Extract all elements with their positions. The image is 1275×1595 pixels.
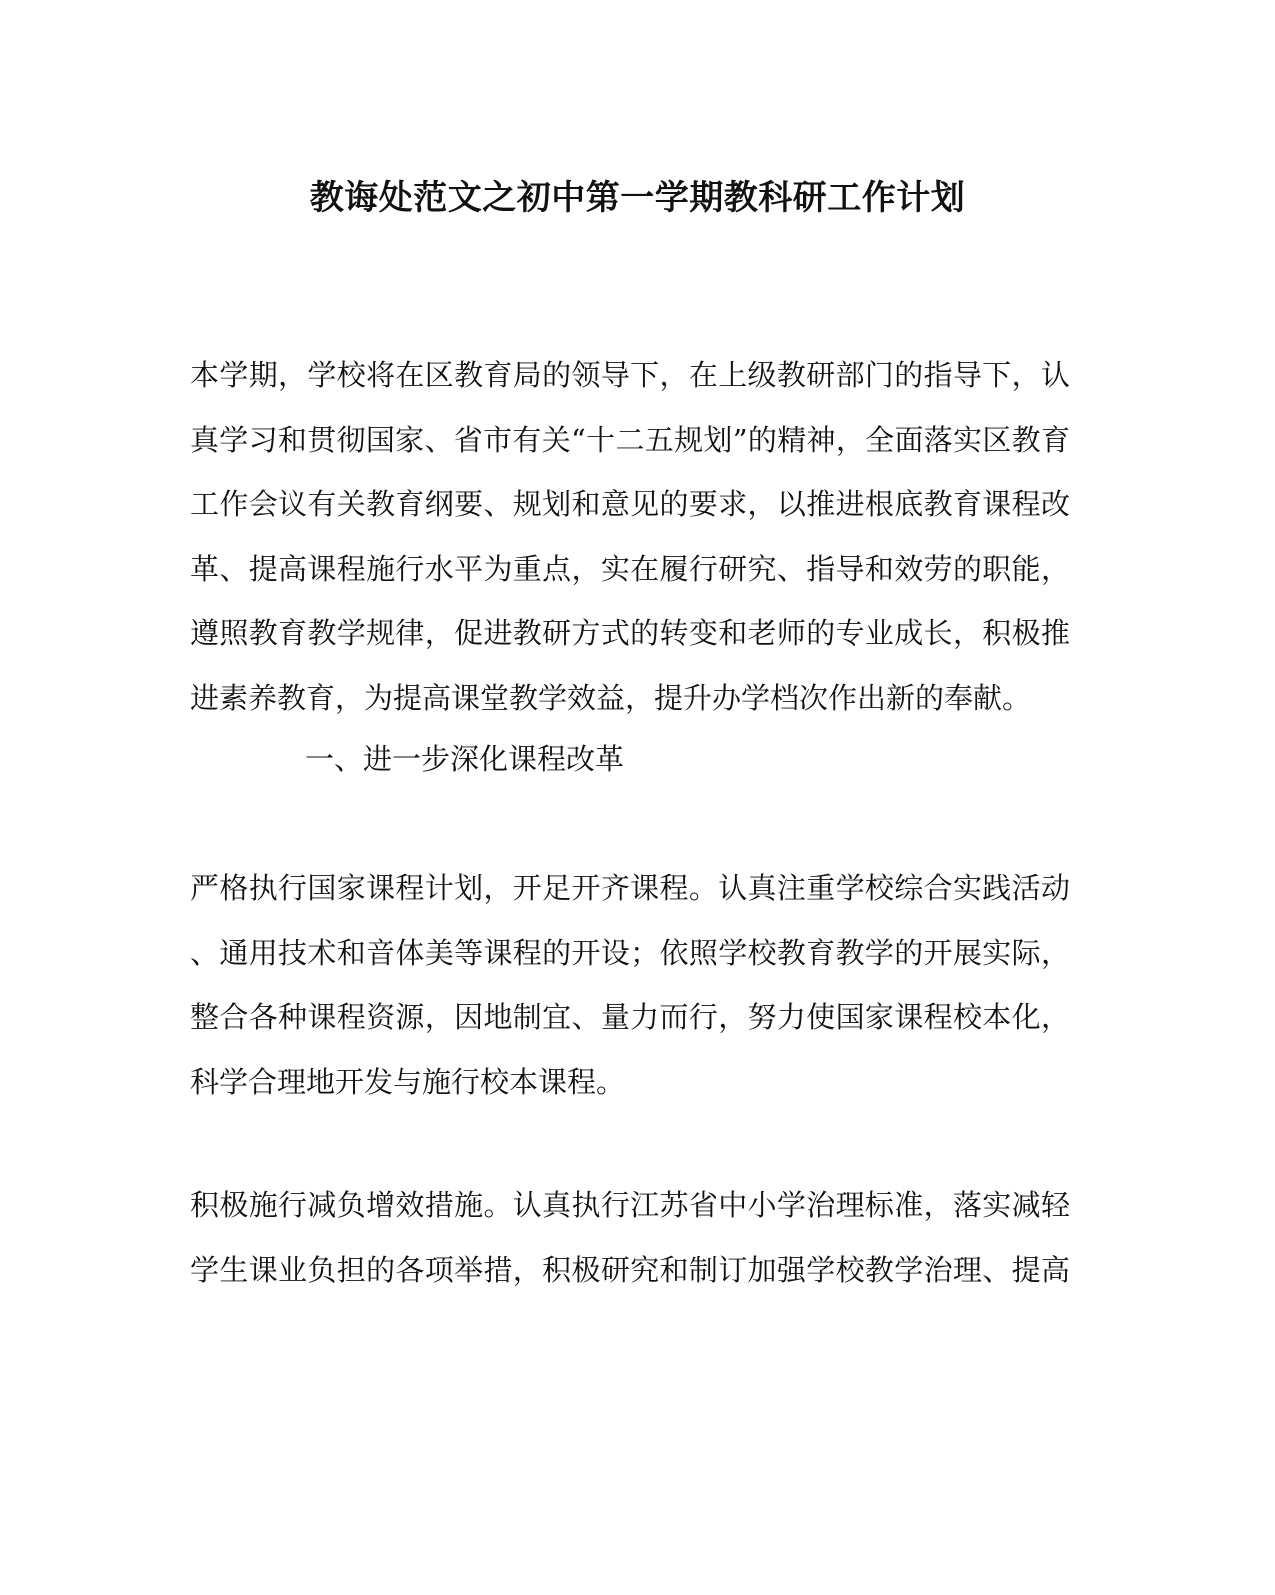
paragraph-line: 严格执行国家课程计划，开足开齐课程。认真注重学校综合实践活动 — [190, 871, 1070, 905]
paragraph-burden-reduction — [190, 1173, 1070, 1302]
paragraph-line: 科学合理地开发与施行校本课程。 — [190, 1064, 626, 1099]
paragraph-line: 积极施行减负增效措施。认真执行江苏省中小学治理标准，落实减轻 — [190, 1188, 1070, 1222]
paragraph-curriculum — [190, 856, 1070, 1114]
paragraph-line: 、通用技术和音体美等课程的开设；依照学校教育教学的开展实际， — [190, 935, 1070, 970]
document-title: 教诲处范文之初中第一学期教科研工作计划 — [309, 178, 966, 218]
paragraph-line: 真学习和贯彻国家、省市有关“十二五规划”的精神，全面落实区教育 — [190, 422, 1070, 457]
paragraph-line: 本学期，学校将在区教育局的领导下，在上级教研部门的指导下，认 — [190, 358, 1070, 392]
section-heading: 一、进一步深化课程改革 — [305, 742, 625, 776]
paragraph-line: 学生课业负担的各项举措，积极研究和制订加强学校教学治理、提高 — [190, 1252, 1070, 1287]
paragraph-line: 遵照教育教学规律，促进教研方式的转变和老师的专业成长，积极推 — [190, 616, 1070, 651]
paragraph-line: 革、提高课程施行水平为重点，实在履行研究、指导和效劳的职能， — [190, 551, 1070, 586]
paragraph-line: 工作会议有关教育纲要、规划和意见的要求，以推进根底教育课程改 — [190, 487, 1070, 522]
paragraph-line: 整合各种课程资源，因地制宜、量力而行，努力使国家课程校本化， — [190, 1000, 1070, 1035]
paragraph-line: 进素养教育，为提高课堂教学效益，提升办学档次作出新的奉献。 — [190, 680, 1032, 715]
paragraph-intro — [190, 343, 1070, 731]
